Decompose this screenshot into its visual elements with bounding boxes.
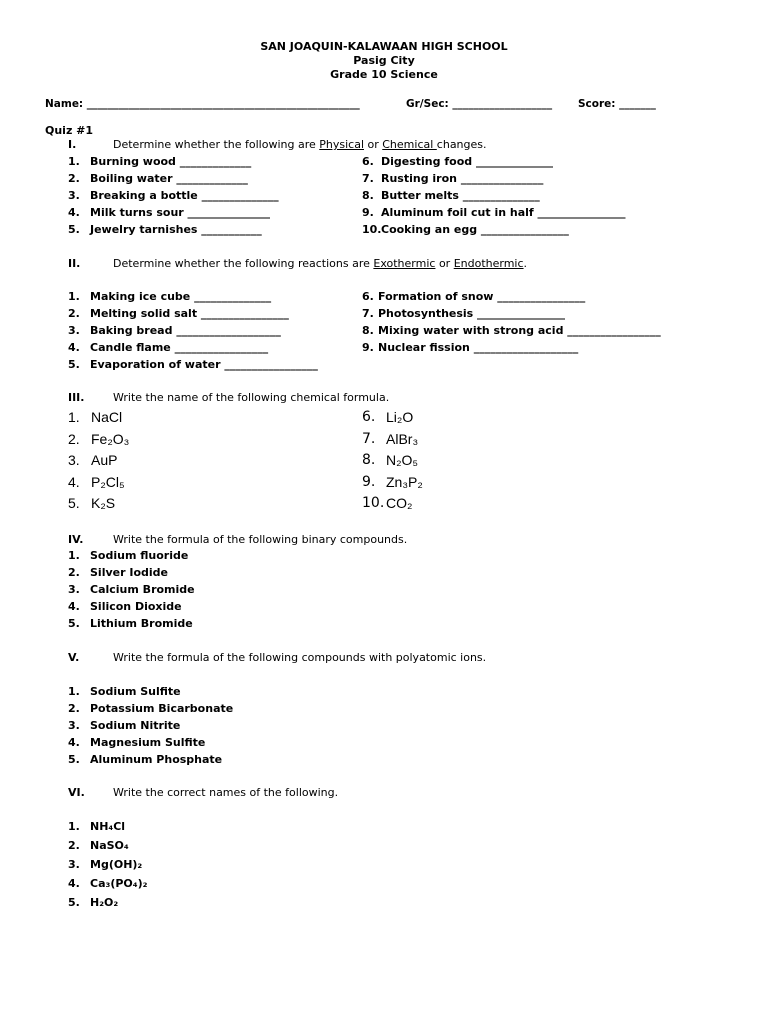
item-number: 3. (68, 583, 80, 596)
compound-item: Sodium Nitrite (90, 719, 181, 732)
item-number: 10. (362, 495, 385, 511)
reaction-item: Melting solid salt ________________ (90, 307, 289, 320)
item-number: 1. (68, 549, 80, 562)
item-number: 4. (68, 736, 80, 749)
part1-instruction (113, 138, 487, 152)
change-item: Digesting food ______________ (381, 155, 553, 168)
reaction-item: Baking bread ___________________ (90, 324, 281, 337)
item-number: 3. (68, 858, 80, 871)
part4-numeral: IV. (68, 533, 84, 546)
change-item: Aluminum foil cut in half ________________ (381, 206, 626, 219)
city-name: Pasig City (353, 54, 415, 67)
formula-item: Li₂O (386, 409, 414, 425)
part3-numeral: III. (68, 391, 85, 404)
compound-item: Lithium Bromide (90, 617, 193, 630)
formula-item: H₂O₂ (90, 896, 119, 909)
part1-instr-end: changes. (436, 138, 487, 151)
score-field: Score: _______ (578, 98, 656, 110)
change-item: Breaking a bottle ______________ (90, 189, 279, 202)
item-number: 4. (68, 206, 80, 219)
formula-item: NaCl (91, 409, 123, 425)
item-number: 7. (362, 307, 374, 320)
formula-item: AuP (91, 452, 118, 468)
part2-instr-start: Determine whether the following reactions are (113, 257, 374, 270)
item-number: 6. (362, 409, 376, 425)
item-number: 3. (68, 324, 80, 337)
formula-item: N₂O₅ (386, 452, 419, 468)
school-name: SAN JOAQUIN-KALAWAAN HIGH SCHOOL (260, 40, 508, 53)
formula-item: NaSO₄ (90, 839, 129, 852)
item-number: 6. (362, 155, 374, 168)
endothermic-keyword: Endothermic (453, 257, 524, 270)
reaction-item: Photosynthesis ________________ (378, 307, 566, 320)
reaction-item: Candle flame _________________ (90, 341, 269, 354)
part3-instruction: Write the name of the following chemical formula. (113, 391, 390, 404)
item-number: 3. (68, 452, 80, 468)
part2-instruction (113, 257, 527, 271)
item-number: 5. (68, 358, 80, 371)
item-number: 4. (68, 473, 80, 490)
item-number: 9. (362, 206, 374, 219)
exothermic-keyword: Exothermic (373, 257, 436, 270)
reaction-item: Formation of snow ________________ (378, 290, 586, 303)
reaction-item: Making ice cube ______________ (90, 290, 272, 303)
formula-item: P₂Cl₅ (91, 473, 125, 490)
change-item: Rusting iron _______________ (381, 172, 544, 185)
compound-item: Sodium Sulfite (90, 685, 181, 698)
part6-instruction: Write the correct names of the following. (113, 786, 339, 799)
part1-or: or (364, 138, 383, 151)
change-item: Cooking an egg ________________ (381, 223, 569, 236)
formula-item: CO₂ (386, 495, 413, 511)
item-number: 8. (362, 324, 374, 337)
reaction-item: Evaporation of water _________________ (90, 358, 318, 371)
physical-keyword: Physical (319, 138, 364, 151)
item-number: 2. (68, 566, 80, 579)
item-number: 5. (68, 617, 80, 630)
item-number: 4. (68, 341, 80, 354)
item-number: 2. (68, 839, 80, 852)
change-item: Boiling water _____________ (90, 172, 248, 185)
formula-item: NH₄Cl (90, 820, 126, 833)
formula-item: K₂S (91, 495, 116, 511)
part5-instruction: Write the formula of the following compounds with polyatomic ions. (113, 651, 487, 664)
formula-item: AlBr₃ (386, 430, 419, 447)
item-number: 2. (68, 430, 80, 447)
quiz-label: Quiz #1 (45, 124, 94, 137)
compound-item: Potassium Bicarbonate (90, 702, 234, 715)
compound-item: Magnesium Sulfite (90, 736, 206, 749)
change-item: Milk turns sour _______________ (90, 206, 271, 219)
item-number: 7. (362, 172, 374, 185)
item-number: 3. (68, 189, 80, 202)
name-field: Name: ____________________________________________________ (45, 98, 360, 110)
formula-item: Mg(OH)₂ (90, 858, 143, 871)
item-number: 5. (68, 896, 80, 909)
part2-or: or (435, 257, 454, 270)
reaction-item: Nuclear fission ___________________ (378, 341, 579, 354)
formula-item: Fe₂O₃ (91, 430, 130, 447)
item-number: 7. (362, 430, 376, 447)
item-number: 2. (68, 702, 80, 715)
formula-item: Zn₃P₂ (386, 473, 423, 490)
item-number: 2. (68, 172, 80, 185)
item-number: 5. (68, 753, 80, 766)
change-item: Burning wood _____________ (90, 155, 252, 168)
item-number: 9. (362, 341, 374, 354)
item-number: 1. (68, 290, 80, 303)
item-number: 4. (68, 877, 80, 890)
item-number: 8. (362, 452, 376, 468)
part6-numeral: VI. (68, 786, 85, 799)
compound-item: Aluminum Phosphate (90, 753, 223, 766)
item-number: 8. (362, 189, 374, 202)
item-number: 5. (68, 495, 80, 511)
chemical-keyword: Chemical (382, 138, 437, 151)
part5-numeral: V. (68, 651, 80, 664)
grade-title: Grade 10 Science (330, 68, 438, 81)
formula-item: Ca₃(PO₄)₂ (90, 877, 148, 890)
compound-item: Silver Iodide (90, 566, 168, 579)
item-number: 3. (68, 719, 80, 732)
item-number: 4. (68, 600, 80, 613)
part2-numeral: II. (68, 257, 81, 270)
reaction-item: Mixing water with strong acid _________________ (378, 324, 661, 337)
part1-numeral: I. (68, 138, 77, 151)
item-number: 1. (68, 685, 80, 698)
compound-item: Silicon Dioxide (90, 600, 182, 613)
part1-instr-start: Determine whether the following are (113, 138, 320, 151)
part2-instr-end: . (523, 257, 528, 270)
item-number: 6. (362, 290, 374, 303)
item-number: 1. (68, 155, 80, 168)
compound-item: Sodium fluoride (90, 549, 189, 562)
change-item: Butter melts ______________ (381, 189, 540, 202)
item-number: 1. (68, 820, 80, 833)
item-number: 9. (362, 473, 376, 490)
item-number: 1. (68, 409, 80, 425)
item-number: 5. (68, 223, 80, 236)
section-field: Gr/Sec: ___________________ (406, 98, 553, 110)
item-number: 10. (362, 223, 382, 236)
part4-instruction: Write the formula of the following binary compounds. (113, 533, 408, 546)
item-number: 2. (68, 307, 80, 320)
change-item: Jewelry tarnishes ___________ (90, 223, 262, 236)
compound-item: Calcium Bromide (90, 583, 195, 596)
